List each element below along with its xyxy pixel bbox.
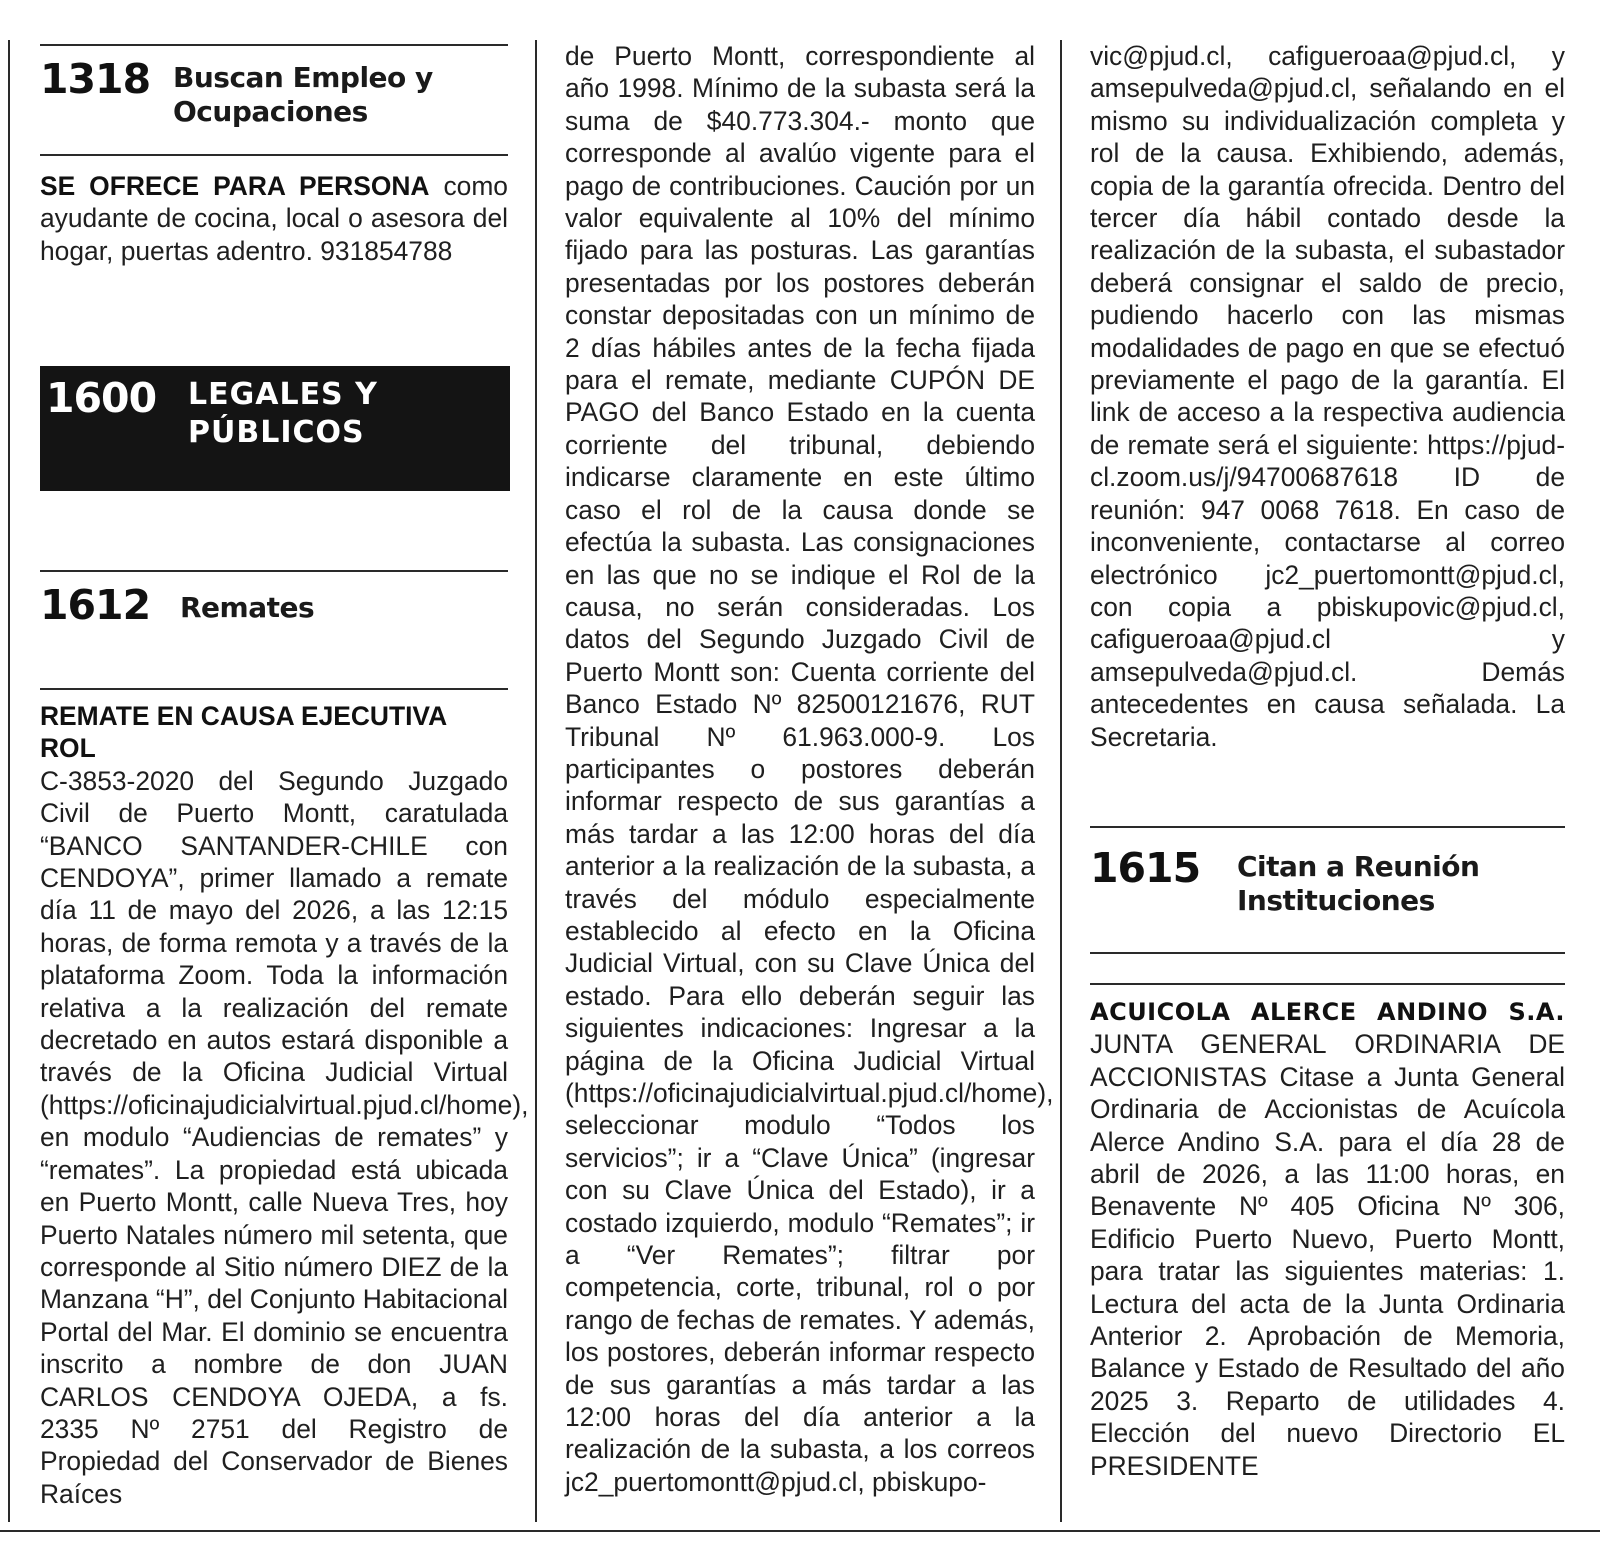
remate-notice-continued: vic@pjud.cl, cafigueroaa@pjud.cl, y amsepulveda@pjud.cl, señalando en el mismo su individualización completa y rol de la causa. Exhibiendo, además, copia de la garantía ofrecida. Dentro del tercer día hábil contado desde la realización de la subasta, el subastador deberá consignar el saldo de precio, pudiendo hacerlo con las mismas modalidades de pago en que se efectuó previamente el pago de la garantía. El link de acceso a la respectiva audiencia de remate será el siguiente: https://pjud-cl.zoom.us/j/94700687618 ID de reunión: 947 0068 7618. En caso de inconveniente, contactarse al correo electrónico jc2_puertomontt@pjud.cl, con copia a pbiskupovic@pjud.cl, cafigueroaa@pjud.cl y amsepulveda@pjud.cl. Demás antecedentes en causa señalada. La Secretaria. — [1090, 41, 1565, 752]
column-divider-1 — [535, 40, 537, 1522]
column-2 — [565, 40, 1054, 1498]
section-1615-header — [1090, 844, 1480, 918]
section-1600-banner — [40, 366, 510, 491]
notice-body: JUNTA GENERAL ORDINARIA DE ACCIONISTAS Citase a Junta General Ordinaria de Accionistas de Acuícola Alerce Andino S.A. para el día 28 de abril de 2026, a las 11:00 horas, en Benavente Nº 405 Oficina Nº 306, Edificio Puerto Nuevo, Puerto Montt, para tratar las siguientes materias: 1. Lectura del acta de la Junta Ordinaria Anterior 2. Aprobación de Memoria, Balance y Estado de Resultado del año 2025 3. Reparto de utilidades 4. Elección del nuevo Directorio EL PRESIDENTE — [1090, 1029, 1565, 1481]
notice-heading: ACUICOLA ALERCE ANDINO S.A. — [1090, 998, 1565, 1026]
section-title: Citan a Reunión — [1237, 850, 1480, 883]
classified-ad — [40, 170, 508, 267]
section-1318-top-rule — [40, 44, 508, 46]
section-1615-bottom-rule — [1090, 952, 1565, 954]
section-1318-bottom-rule — [40, 154, 508, 156]
bottom-page-rule — [0, 1530, 1600, 1532]
section-title: Instituciones — [1237, 884, 1435, 917]
section-1615-second-rule — [1090, 983, 1565, 985]
column-1 — [40, 40, 529, 1509]
section-number: 1615 — [1090, 844, 1201, 892]
section-number: 1612 — [40, 581, 151, 629]
section-title: PÚBLICOS — [188, 415, 365, 450]
remate-notice — [40, 700, 529, 1510]
section-1612-bottom-rule — [40, 688, 508, 690]
section-1612-header — [40, 581, 315, 629]
section-title: Ocupaciones — [173, 95, 368, 128]
ad-text: como ayudante de cocina, local o asesora del hogar, puertas adentro. 931854788 — [40, 171, 508, 266]
column-divider-2 — [1060, 40, 1062, 1522]
remate-notice-continued: de Puerto Montt, correspondiente al año 1998. Mínimo de la subasta será la suma de $40.773.304.- monto que corresponde al avalúo vigente para el pago de contribuciones. Caución por un valor equivalente al 10% del mínimo fijado para las posturas. Las garantías presentadas por los postores deberán constar depositadas con un mínimo de 2 días hábiles antes de la fecha fijada para el remate, mediante CUPÓN DE PAGO del Banco Estado en la cuenta corriente del tribunal, debiendo indicarse claramente en este último caso el rol de la causa donde se efectúa la subasta. Las consignaciones en las que no se indique el Rol de la causa, no serán consideradas. Los datos del Segundo Juzgado Civil de Puerto Montt son: Cuenta corriente del Banco Estado Nº 82500121676, RUT Tribunal Nº 61.963.000-9. Los participantes o postores deberán informar respecto de sus garantías a más tardar a las 12:00 horas del día anterior a la realización de la subasta, a través del módulo especialmente establecido al efecto en la Oficina Judicial Virtual, con su Clave Única del estado. Para ello deberán seguir las siguientes indicaciones: Ingresar a la página de la Oficina Judicial Virtual (https://oficinajudicialvirtual.pjud.cl/home), seleccionar modulo “Todos los servicios”; ir a “Clave Única” (ingresar con su Clave Única del Estado), ir a costado izquierdo, modulo “Remates”; ir a “Ver Remates”; filtrar por competencia, corte, tribunal, rol o por rango de fechas de remates. Y además, los postores, deberán informar respecto de sus garantías a más tardar a las 12:00 horas del día anterior a la realización de la subasta, a los correos jc2_puertomontt@pjud.cl, pbiskupo- — [565, 41, 1054, 1497]
acuicola-notice — [1090, 996, 1565, 1482]
column-3 — [1090, 40, 1565, 1481]
section-title: Remates — [180, 591, 315, 624]
left-column-rule — [8, 40, 10, 1522]
section-title: LEGALES Y — [188, 377, 378, 412]
section-number: 1600 — [46, 374, 157, 422]
notice-heading: REMATE EN CAUSA EJECUTIVA ROL — [40, 701, 447, 764]
notice-body: C-3853-2020 del Segundo Juzgado Civil de Puerto Montt, caratulada “BANCO SANTANDER-CHILE con CENDOYA”, primer llamado a remate día 11 de mayo del 2026, a las 12:15 horas, de forma remota y a través de la plataforma Zoom. Toda la información relativa a la realización del remate decretado en autos estará disponible a través de la Oficina Judicial Virtual (https://oficinajudicialvirtual.pjud.cl/home), en modulo “Audiencias de remates” y “remates”. La propiedad está ubicada en Puerto Montt, calle Nueva Tres, hoy Puerto Natales número mil setenta, que corresponde al Sitio número DIEZ de la Manzana “H”, del Conjunto Habitacional Portal del Mar. El dominio se encuentra inscrito a nombre de don JUAN CARLOS CENDOYA OJEDA, a fs. 2335 Nº 2751 del Registro de Propiedad del Conservador de Bienes Raíces — [40, 765, 529, 1509]
section-1612-top-rule — [40, 570, 508, 572]
section-number: 1318 — [40, 55, 151, 103]
ad-lead: SE OFRECE PARA PERSONA — [40, 171, 430, 201]
section-title: Buscan Empleo y — [173, 61, 433, 94]
section-1318-header — [40, 55, 508, 154]
section-1615-top-rule — [1090, 826, 1565, 828]
